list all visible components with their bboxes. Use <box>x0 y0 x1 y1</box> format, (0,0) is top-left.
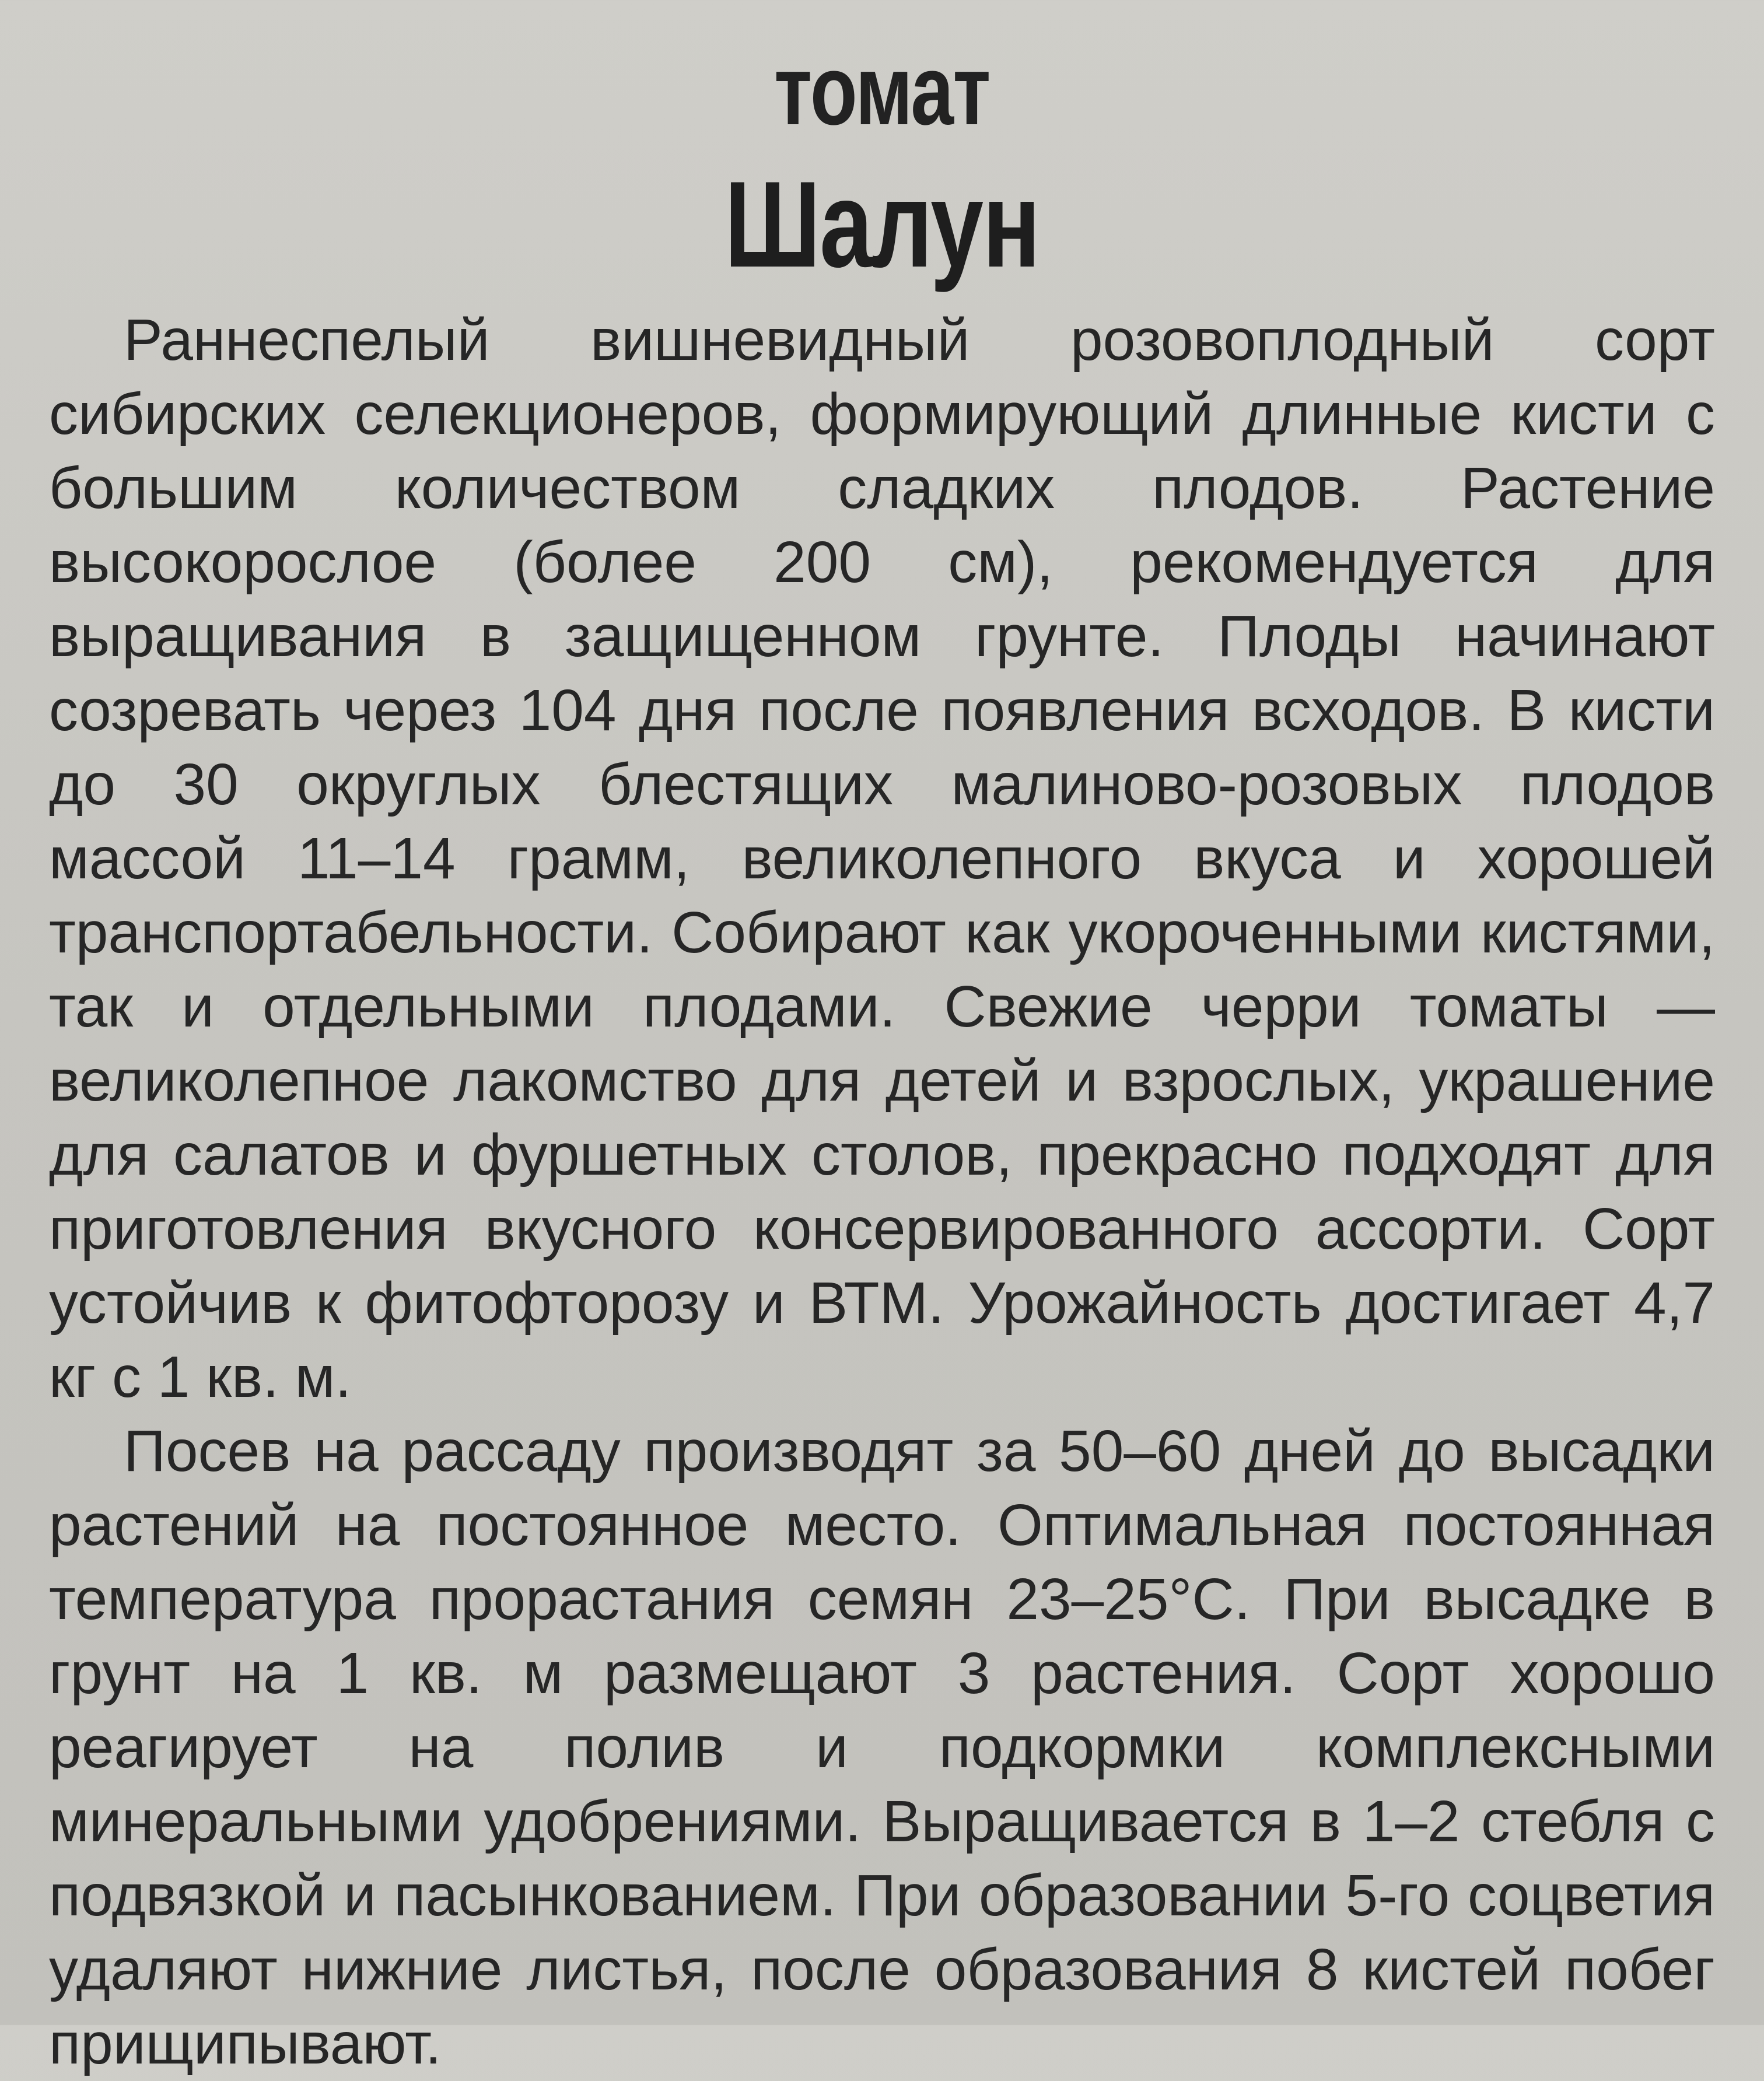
paragraph-description: Раннеспелый вишневидный розовоплодный сорт сибирских селекционеров, формирующий длинные кисти с большим количеством сладких плодов. Растение высокорослое (более 200 см), рекомендуется для выращивания в защищенном грунте. Плоды начинают созревать через 104 дня после появления всходов. В кисти до 30 округлых блестящих малиново-розовых плодов массой 11–14 грамм, великолепного вкуса и хорошей транспортабельности. Собирают как укороченными кистями, так и отдельными плодами. Свежие черри томаты — великолепное лакомство для детей и взрослых, украшение для салатов и фуршетных столов, прекрасно подходят для приготовления вкусного консервированного ассорти. Сорт устойчив к фитофторозу и ВТМ. Урожайность достигает 4,7 кг с 1 кв. м. <box>49 307 1715 1410</box>
description <box>49 303 1715 2081</box>
paragraph-cultivation: Посев на рассаду производят за 50–60 дней до высадки растений на постоянное место. Оптимальная постоянная температура прорастания семян 23–25°С. При высадке в грунт на 1 кв. м размещают 3 растения. Сорт хорошо реагирует на полив и подкормки комплексными минеральными удобрениями. Выращивается в 1–2 стебля с подвязкой и пасынкованием. При образовании 5-го соцветия удаляют нижние листья, после образования 8 кистей побег прищипывают. <box>49 1418 1715 2076</box>
variety-title: Шалун <box>724 156 1040 293</box>
crop-name: томат <box>774 35 990 146</box>
header <box>49 35 1715 292</box>
